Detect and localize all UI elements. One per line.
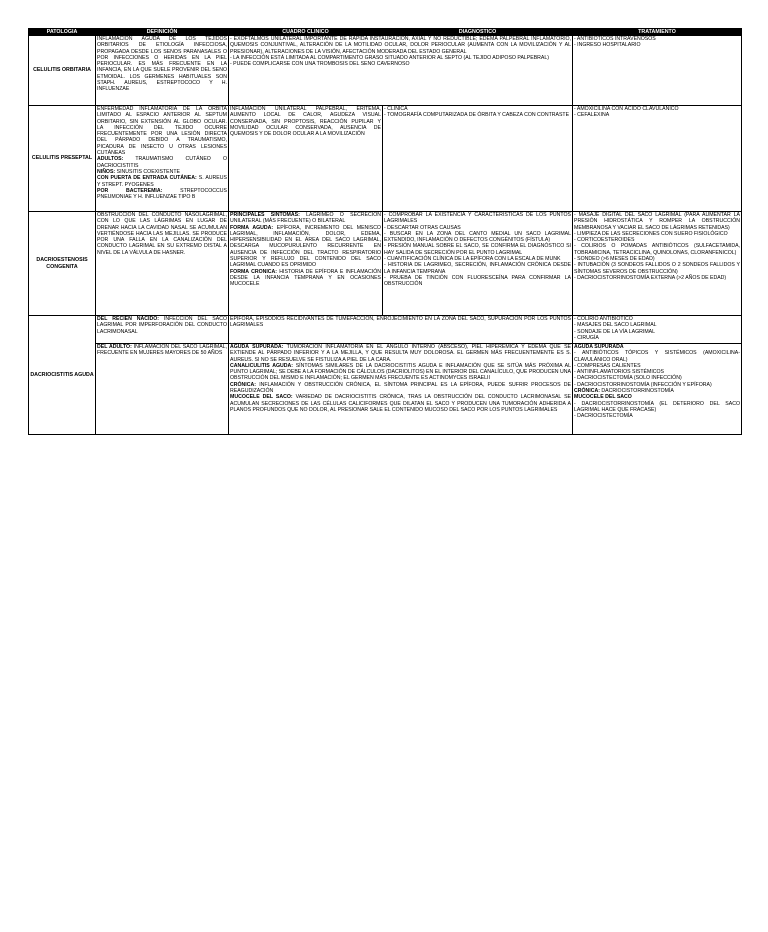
treatment-line: - COLIRIOS O POMADAS ANTIBIÓTICOS (SULFACETAMIDA, TOBRAMICINA, TETRACICLINA, QUINOLONAS, CLORANFENICOL)	[574, 243, 740, 256]
clinical-principales: PRINCIPALES SÍNTOMAS: LAGRIMEO O SECRECIÓN UNILATERAL (MÁS FRECUENTE) O BILATERAL	[230, 212, 381, 225]
treatment-cell	[573, 344, 742, 435]
treatment-title: AGUDA SUPURADA	[574, 344, 624, 350]
definition-bacteriemia: POR BACTEREMIA: STREPTOCOCCUS PNEUMONIAE Y H. INFLUENZAE TIPO B	[97, 187, 227, 201]
header-definicion: DEFINICIÓN	[96, 29, 229, 36]
clinical-table-sheet	[28, 28, 741, 435]
clinical-canaliculitis: CANALICULITIS AGUDA: SÍNTOMAS SIMILARES DE LA DACRIOCISTITIS AGUDA E INFLAMACIÓN QUE SE SITÚA MÁS PRÓXIMA AL PUNTO LAGRIMAL; SE DEBE A LA FORMACIÓN DE CÁLCULOS (DACRIOLITOS) EN EL INTERIOR DEL CANALÍCULO, QUE PRODUCEN UNA OBSTRUCCIÓN DEL MISMO E INFLAMACIÓN; EL GERMEN MÁS FRECUENTE ES ACTINOMYCES ISRAELII	[230, 362, 571, 382]
definition-cell: INFLAMACIÓN AGUDA DE LOS TEJIDOS ORBITARIOS DE ETIOLOGÍA INFECCIOSA, PROPAGADA DESDE LOS SENOS PARANASALES O POR INFECCIONES O HERIDAS EN LA PIEL PERIOCULAR. ES MÁS FRECUENTE EN LA INFANCIA, EN LA QUE SUELE PROVENIR DEL SENO ETMOIDAL. LOS GERMENES HABITUALES SON STAPH. AUREUS, ESTREPTOCOCO Y H. INFLUENZAE	[96, 36, 229, 106]
clinical-line: - EXOFTALMOS UNILATERAL IMPORTANTE DE RÁPIDA INSTAURACIÓN, AXIAL Y NO REDUCTIBLE; EDEMA PALPEBRAL INFLAMATORIO, QUEMOSIS CONJUNTIVAL, ALTERACIÓN DE LA MOTILIDAD OCULAR, DOLOR PERIOCULAR (AUMENTA CON LA MOVILIZACIÓN Y AL PRESIONAR), ALTERACIONES DE LA VISIÓN, AFECTACIÓN MODERADA DEL ESTADO GENERAL	[230, 36, 571, 55]
pathology-name: DACRIOESTENOSIS CONGENITA	[29, 212, 96, 316]
pathology-name: DACRIOCISTITIS AGUDA	[29, 316, 96, 435]
clinical-line: - PUEDE COMPLICARSE CON UNA TROMBOSIS DEL SENO CAVERNOSO	[230, 61, 410, 68]
diagnosis-cell	[383, 212, 573, 316]
diagnosis-line: - PRUEBA DE TINCIÓN CON FLUORESCEÍNA PARA CONFIRMAR LA OBSTRUCCIÓN	[384, 274, 571, 288]
treatment-line: - MASAJES DEL SACO LAGRIMAL	[574, 322, 657, 329]
pathology-name: CELULITIS PRESEPTAL	[29, 106, 96, 212]
treatment-line: - COLIRIO ANTIBIÓTICO	[574, 316, 633, 322]
clinical-supurada: AGUDA SUPURADA: TUMORACIÓN INFLAMATORIA EN EL ÁNGULO INTERNO (ABSCESO), PIEL HIPERÉMICA Y EDEMA QUE SE EXTIENDE AL PÁRPADO INFERIOR Y A LA MEJILLA, Y QUE RESULTA MUY DOLOROSA. EL GERMEN MÁS FRECUENTEMENTE ES S. AUREUS. SI NO SE RESUELVE SE FISTULIZA A PIEL DE LA CARA.	[230, 344, 571, 363]
diagnosis-line: - CLÍNICA	[384, 106, 408, 112]
clinical-cronica: FORMA CRONICA: HISTORIA DE EPÍFORA E INFLAMACIÓN DESDE LA INFANCIA TEMPRANA Y EN OCASIONES MUCOCELE	[230, 268, 381, 288]
definition-cell: DEL ADULTO: INFLAMACIÓN DEL SACO LAGRIMAL, FRECUENTE EN MUJERES MAYORES DE 50 AÑOS	[96, 344, 229, 435]
diagnosis-line: - DESCARTAR OTRAS CAUSAS	[384, 224, 461, 231]
treatment-line: - DACRIOCISTORRINOSTOMÍA (EL DETERIORO DEL SACO LAGRIMAL HACE QUE FRACASE)	[574, 400, 740, 413]
header-cuadro-clinico: CUADRO CLINICO	[229, 29, 383, 36]
treatment-cell	[573, 316, 742, 344]
treatment-line: - DACRIOCISTECTOMÍA (SOLO INFECCIÓN)	[574, 375, 682, 382]
definition-cell: OBSTRUCCIÓN DEL CONDUCTO NASOLAGRIMAL, CON LO QUE LAS LÁGRIMAS EN LUGAR DE DRENAR HACIA LA CAVIDAD NASAL SE ACUMULAN VERTIÉNDOSE HACIA LAS MEJILLAS. SE PRODUCE POR UNA FALLA EN LA CANALIZACIÓN DEL CONDUCTO LAGRIMAL EN SU EXTREMO DISTAL A NIVEL DE LA VÁLVULA DE HASNER.	[96, 212, 229, 316]
treatment-line: - LIMPIEZA DE LAS SECRECIONES CON SUERO FISIOLÓGICO	[574, 230, 728, 237]
treatment-line: - CORTICOESTEROIDES	[574, 237, 635, 244]
clinical-diagnosis-cell	[229, 344, 573, 435]
clinical-line: - LA INFECCIÓN ESTÁ LIMITADA AL COMPARTIMENTO GRASO SITUADO ANTERIOR AL SEPTO (AL TEJIDO ADIPOSO PALPEBRAL)	[230, 54, 550, 61]
table-row	[29, 316, 742, 344]
treatment-cell	[573, 106, 742, 212]
header-diagnostico: DIAGNOSTICO	[383, 29, 573, 36]
pathology-table	[28, 28, 742, 435]
treatment-title: MUCOCELE DEL SACO	[574, 394, 632, 401]
header-row	[29, 29, 742, 36]
clinical-mucocele: MUCOCELE DEL SACO: VARIEDAD DE DACRIOCISTITIS CRÓNICA, TRAS LA OBSTRUCCIÓN DEL CONDUCTO LACRIMONASAL SE ACUMULAN SECRECIONES DE LAS CÉLULAS CALICIFORMES QUE DILATAN EL SACO Y PRODUCEN UNA TUMORACIÓN ADHERIDA A PLANOS PROFUNDOS QUE NO DOLOR, AL PRESIONAR SALE EL CONTENIDO MUCOSO DEL SACO POR LOS PUNTOS LAGRIMALES	[230, 394, 571, 413]
definition-cell	[96, 106, 229, 212]
diagnosis-line: - COMPROBAR LA EXISTENCIA Y CARACTERÍSTICAS DE LOS PUNTOS LAGRIMALES	[384, 212, 571, 225]
treatment-line: - SONDEO (>6 MESES DE EDAD)	[574, 256, 655, 263]
treatment-cronica: CRÓNICA: DACRIOCISTORRINOSTOMÍA	[574, 388, 674, 395]
treatment-line: - DACRIOCISTECTOMÍA	[574, 413, 633, 420]
treatment-line: - INGRESO HOSPITALARIO	[574, 42, 641, 49]
diagnosis-line: - CUANTIFICACIÓN CLÍNICA DE LA EPÍFORA CON LA ESCALA DE MUNK	[384, 256, 561, 263]
definition-text: ENFERMEDAD INFLAMATORIA DE LA ÓRBITA LIMITADO AL ESPACIO ANTERIOR AL SEPTUM ORBITARIO, SIN EXTENSIÓN AL GLOBO OCULAR. LA INFECCIÓN DEL TEJIDO OCURRE FRECUENTEMENTE POR UNA LESIÓN DIRECTA DEL PÁRPADO DEBIDO A TRAUMATISMO, PICADURA DE INSECTO U OTRAS LESIONES CUTÁNEAS	[97, 106, 227, 157]
definition-ninos: NIÑOS: SINUSITIS COEXISTENTE	[97, 168, 181, 175]
clinical-cronica: CRÓNICA: INFLAMACIÓN Y OBSTRUCCIÓN CRÓNICA, EL SÍNTOMA PRINCIPAL ES LA EPÍFORA, PUEDE SUFRIR PROCESOS DE REAGUDIZACIÓN	[230, 381, 571, 395]
definition-adultos: ADULTOS: TRAUMATISMO CUTÁNEO O DACRIOCISTITIS	[97, 156, 227, 169]
clinical-diagnosis-cell	[229, 36, 573, 106]
clinical-diagnosis-cell: EPÍFORA, EPISODIOS RECIDIVANTES DE TUMEFACCIÓN, ENROJECIMIENTO EN LA ZONA DEL SACO, SUPURACIÓN POR LOS PUNTOS LAGRIMALES	[229, 316, 573, 344]
treatment-line: - AMOXICILINA CON ÁCIDO CLAVULÁNICO	[574, 106, 679, 112]
treatment-cell	[573, 36, 742, 106]
treatment-line: - ANTIBIÓTICOS INTRAVENOSOS	[574, 36, 656, 42]
treatment-line: - CIRUGÍA	[574, 334, 599, 341]
treatment-line: - ANTIINFLAMATORIOS SISTÉMICOS	[574, 369, 665, 376]
table-row	[29, 36, 742, 106]
header-tratamiento: TRATAMIENTO	[573, 29, 742, 36]
pathology-name: CELULITIS ORBITARIA	[29, 36, 96, 106]
treatment-line: - COMPRESAS CALIENTES	[574, 362, 641, 369]
treatment-line: - ANTIBIÓTICOS TÓPICOS Y SISTÉMICOS (AMOXICILINA-CLAVULÁNICO ORAL)	[574, 350, 740, 363]
diagnosis-line: - TOMOGRAFÍA COMPUTARIZADA DE ÓRBITA Y CABEZA CON CONTRASTE	[384, 112, 570, 119]
clinical-cell: INFLAMACIÓN UNILATERAL PALPEBRAL, ERITEMA, AUMENTO LOCAL DE CALOR, AGUDEZA VISUAL CONSERVADA, SIN PROPTOSIS, REACCIÓN PUPILAR Y MOVILIDAD OCULAR CONSERVADA, AUSENCIA DE QUEMOSIS Y DE DOLOR OCULAR A LA MOVILIZACIÓN	[229, 106, 383, 212]
diagnosis-line: - PRESIÓN MANUAL SOBRE EL SACO, SE CONFIRMA EL DIAGNÓSTICO SI HAY SALIDA DE SECRECIÓN POR EL PUNTO LAGRIMAL	[384, 243, 571, 256]
treatment-line: - INTUBACIÓN (3 SONDEOS FALLIDOS O 2 SONDEOS FALLIDOS Y SÍNTOMAS SEVEROS DE OBSTRUCCIÓN)	[574, 262, 740, 275]
table-row	[29, 344, 742, 435]
treatment-line: - SONDAJE DE LA VÍA LAGRIMAL	[574, 328, 656, 335]
diagnosis-line: - HISTORIA DE LAGRIMEO, SECRECIÓN, INFLAMACIÓN CRÓNICA DESDE LA INFANCIA TEMPRANA	[384, 262, 571, 275]
treatment-line: - DACRIOCISTORRINOSTOMÍA (INFECCIÓN Y EPÍFORA)	[574, 381, 712, 388]
diagnosis-cell	[383, 106, 573, 212]
header-patologia: PATOLOGIA	[29, 29, 96, 36]
treatment-line: - MASAJE DIGITAL DEL SACO LAGRIMAL (PARA AUMENTAR LA PRESIÓN HIDROSTÁTICA Y ROMPER LA OBSTRUCCIÓN MEMBRANOSA Y VACIAR EL SACO DE LÁGRIMAS RETENIDAS)	[574, 212, 740, 231]
table-row	[29, 106, 742, 212]
clinical-aguda: FORMA AGUDA: EPÍFORA, INCREMENTO DEL MENISCO LAGRIMAL, INFLAMACIÓN, DOLOR, EDEMA, HIPERSENSIBILIDAD EN EL ÁREA DEL SACO LAGRIMAL, DESCARGA MUCOPURULENTO RECURRENTE EN AUSENCIA DE INFECCIÓN DEL TRACTO RESPIRATORIO SUPERIOR Y REFLUJO DEL CONTENIDO DEL SACO LAGRIMAL CUANDO ES OPRIMIDO	[230, 224, 381, 269]
definition-puerta: CON PUERTA DE ENTRADA CUTÁNEA: S. AUREUS Y STREPT. PYOGENES	[97, 175, 227, 188]
treatment-line: - DACRIOCISTORRINOSTOMÍA EXTERNA (>2 AÑOS DE EDAD)	[574, 274, 727, 281]
table-row	[29, 212, 742, 316]
treatment-cell	[573, 212, 742, 316]
treatment-line: - CEFALEXINA	[574, 112, 610, 119]
clinical-cell	[229, 212, 383, 316]
diagnosis-line: - BUSCAR EN LA ZONA DEL CANTO MEDIAL UN SACO LAGRIMAL EXTENDIDO, INFLAMACIÓN O DEFECTOS CONGÉNITOS (FÍSTULA)	[384, 230, 571, 244]
definition-cell: DEL RECIÉN NACIDO: INFECCIÓN DEL SACO LAGRIMAL POR IMPERFORACIÓN DEL CONDUCTO LACRIMONASAL	[96, 316, 229, 344]
